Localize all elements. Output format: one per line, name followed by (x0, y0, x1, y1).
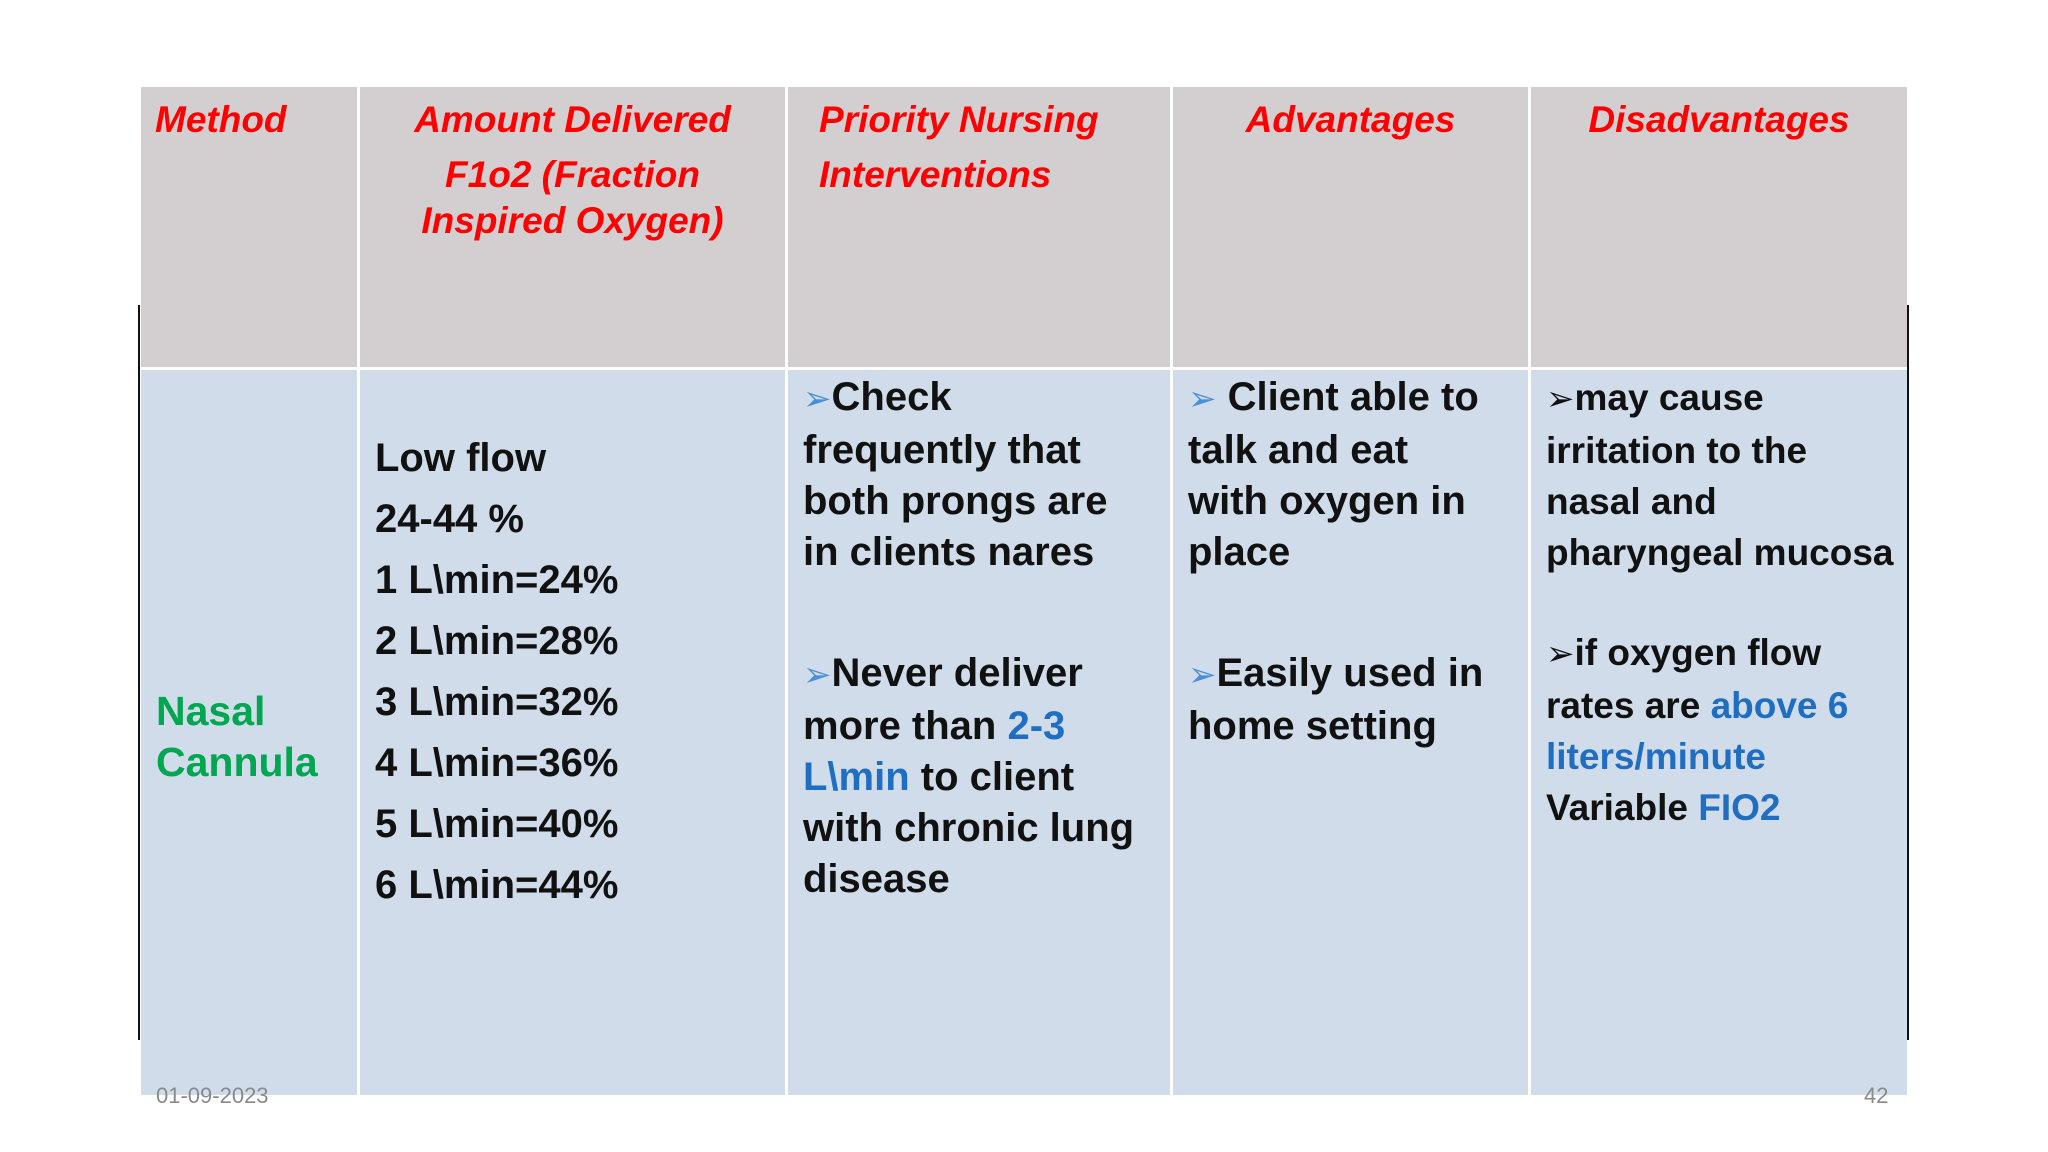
flow-rate-item: 3 L\min=32% (375, 680, 619, 724)
arrow-bullet-icon: ➢ (803, 379, 832, 419)
flow-rate-item: 6 L\min=44% (375, 863, 619, 907)
body-cell-method (141, 370, 357, 1095)
header-interventions-line-1: Priority Nursing (819, 99, 1099, 140)
header-amount-line-3: Inspired Oxygen) (421, 200, 724, 241)
body-cell-disadvantages (1531, 370, 1907, 1095)
table-right-rule (1907, 305, 1909, 1040)
disadvantage-item-1: ➢may cause irritation to the nasal and pharyngeal mucosa (1546, 377, 1894, 573)
flow-rate-item: 2 L\min=28% (375, 619, 619, 663)
method-name-line-1: Nasal (156, 688, 266, 734)
column-amount (360, 87, 785, 1095)
footer-page-number: 42 (1864, 1083, 1889, 1108)
arrow-bullet-icon: ➢ (1188, 655, 1217, 695)
highlight-text: 2-3 (1007, 704, 1066, 748)
header-amount (360, 97, 785, 244)
flow-rate-list (375, 428, 618, 916)
body-cell-advantages (1173, 370, 1528, 1095)
arrow-bullet-icon: ➢ (1188, 379, 1217, 419)
column-disadvantages (1531, 87, 1907, 1095)
body-cell-amount (360, 370, 785, 1095)
column-advantages (1173, 87, 1528, 1095)
header-cell-interventions (788, 87, 1170, 367)
table-left-rule (138, 305, 140, 1040)
body-cell-interventions (788, 370, 1170, 1095)
arrow-bullet-icon: ➢ (1546, 634, 1575, 674)
header-amount-line-2: F1o2 (Fraction (445, 154, 700, 195)
highlight-text: liters/minute (1546, 736, 1766, 777)
header-interventions-line-2: Interventions (819, 154, 1052, 195)
flow-rate-item: 24-44 % (375, 497, 524, 541)
footer-date: 01-09-2023 (156, 1083, 269, 1108)
header-body-separator (141, 367, 1907, 370)
header-cell-advantages (1173, 87, 1528, 367)
column-interventions (788, 87, 1170, 1095)
header-amount-line-1: Amount Delivered (414, 99, 731, 140)
advantage-item-1: ➢ Client able to talk and eat with oxygen in place (1188, 375, 1479, 574)
disadvantage-item-2: ➢if oxygen flow rates are above 6 liters/minute Variable FIO2 (1546, 632, 1849, 828)
header-cell-amount (360, 87, 785, 367)
header-advantages: Advantages (1245, 99, 1456, 140)
highlight-text: FIO2 (1698, 787, 1781, 828)
oxygen-delivery-table (141, 87, 1907, 1095)
method-name-line-2: Cannula (156, 739, 318, 785)
header-disadvantages: Disadvantages (1588, 99, 1850, 140)
method-name (156, 686, 318, 788)
flow-rate-item: 1 L\min=24% (375, 558, 619, 602)
advantage-item-2: ➢Easily used in home setting (1188, 651, 1484, 748)
arrow-bullet-icon: ➢ (803, 655, 832, 695)
flow-rate-item: Low flow (375, 436, 547, 480)
highlight-text: L\min (803, 755, 910, 799)
intervention-item-2: ➢Never deliver more than 2-3 L\min to client with chronic lung disease (803, 651, 1135, 901)
flow-rate-item: 4 L\min=36% (375, 741, 619, 785)
column-method (141, 87, 357, 1095)
header-cell-disadvantages (1531, 87, 1907, 367)
arrow-bullet-icon: ➢ (1546, 379, 1575, 419)
flow-rate-item: 5 L\min=40% (375, 802, 619, 846)
intervention-item-1: ➢Check frequently that both prongs are in clients nares (803, 375, 1108, 574)
header-interventions (819, 97, 1099, 198)
header-method: Method (155, 99, 287, 140)
highlight-text: above 6 (1710, 685, 1849, 726)
header-cell-method (141, 87, 357, 367)
